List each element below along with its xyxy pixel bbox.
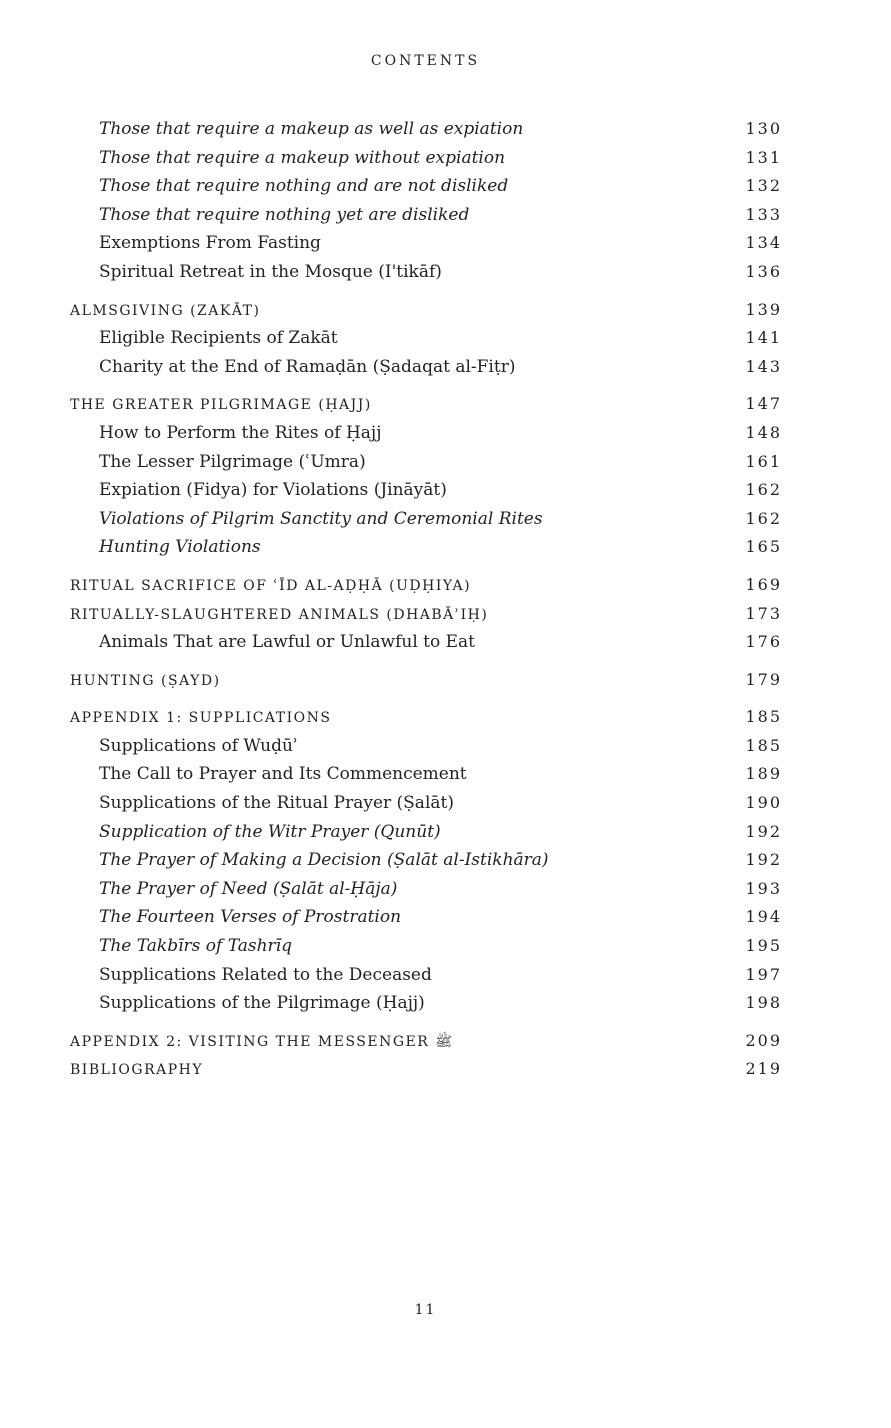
toc-entry-title: HUNTING (ṢAYD) — [70, 672, 221, 689]
toc-page-number: 198 — [745, 993, 782, 1013]
toc-section-heading — [70, 1027, 782, 1056]
table-of-contents — [70, 115, 782, 1084]
toc-page-number: 185 — [745, 735, 782, 755]
toc-entry-title: The Fourteen Verses of Prostration — [99, 907, 402, 928]
toc-entry — [70, 448, 782, 477]
toc-section-heading — [70, 390, 782, 419]
toc-entry — [70, 144, 782, 173]
toc-entry — [70, 476, 782, 505]
toc-entry — [70, 229, 782, 258]
toc-section-heading — [70, 600, 782, 629]
toc-page-number: 169 — [745, 574, 782, 594]
toc-entry-title: Those that require nothing and are not disliked — [99, 176, 509, 197]
page-number: 11 — [414, 1302, 437, 1318]
toc-entry-title: ALMSGIVING (ZAKĀT) — [70, 302, 261, 319]
toc-entry — [70, 324, 782, 353]
toc-entry — [70, 818, 782, 847]
toc-entry-title: BIBLIOGRAPHY — [70, 1062, 204, 1079]
toc-page-number: 143 — [745, 356, 782, 376]
toc-entry — [70, 760, 782, 789]
toc-entry — [70, 505, 782, 534]
toc-entry-title: Violations of Pilgrim Sanctity and Ceremonial Rites — [99, 508, 543, 529]
toc-page-number: 193 — [745, 878, 782, 898]
toc-page-number: 189 — [745, 764, 782, 784]
toc-entry-title: APPENDIX 1: SUPPLICATIONS — [70, 710, 332, 727]
toc-page-number: 209 — [745, 1030, 782, 1050]
toc-page-number: 161 — [745, 451, 782, 471]
toc-entry-title: Supplications of the Pilgrimage (Ḥajj) — [99, 993, 425, 1014]
toc-entry — [70, 533, 782, 562]
toc-entry-title: RITUALLY-SLAUGHTERED ANIMALS (DHABĀʾIḤ) — [70, 606, 489, 623]
toc-entry-title: RITUAL SACRIFICE OF ʿĪD AL-AḌḤĀ (UḌḤIYA) — [70, 577, 472, 594]
toc-page-number: 130 — [745, 119, 782, 138]
toc-entry-title: Supplications of the Ritual Prayer (Ṣalāt) — [99, 793, 454, 814]
toc-entry-title: Charity at the End of Ramaḍān (Ṣadaqat al-Fiṭr) — [99, 356, 516, 377]
toc-page-number: 179 — [745, 669, 782, 689]
toc-entry-title: The Prayer of Need (Ṣalāt al-Ḥāja) — [99, 878, 398, 899]
toc-entry-title: APPENDIX 2: VISITING THE MESSENGER ﷺ — [70, 1033, 453, 1050]
toc-page-number: 176 — [745, 632, 782, 652]
toc-entry — [70, 789, 782, 818]
toc-page-number: 141 — [745, 328, 782, 348]
toc-entry-title: The Prayer of Making a Decision (Ṣalāt al-Istikhāra) — [99, 850, 549, 871]
toc-page-number: 194 — [745, 907, 782, 927]
toc-entry — [70, 932, 782, 961]
toc-entry-title: The Lesser Pilgrimage (ʿUmra) — [99, 451, 366, 472]
toc-page-number: 219 — [745, 1059, 782, 1079]
toc-section-heading — [70, 666, 782, 695]
toc-page-number: 148 — [745, 422, 782, 442]
page-title: CONTENTS — [370, 53, 481, 69]
toc-section-heading — [70, 703, 782, 732]
toc-entry — [70, 989, 782, 1018]
toc-entry-title: Exemptions From Fasting — [99, 233, 321, 254]
toc-entry-title: THE GREATER PILGRIMAGE (ḤAJJ) — [70, 397, 372, 414]
toc-page-number: 190 — [745, 793, 782, 813]
toc-entry-title: Expiation (Fidya) for Violations (Jināyāt) — [99, 480, 447, 501]
toc-entry — [70, 115, 782, 144]
toc-page-number: 192 — [745, 850, 782, 870]
toc-page-number: 195 — [745, 936, 782, 956]
toc-entry-title: Those that require a makeup without expiation — [99, 147, 506, 168]
toc-entry — [70, 172, 782, 201]
toc-entry — [70, 201, 782, 230]
toc-entry-title: Supplication of the Witr Prayer (Qunūt) — [99, 821, 441, 842]
toc-entry-title: Hunting Violations — [99, 537, 261, 558]
toc-page-number: 162 — [745, 480, 782, 500]
toc-entry-title: The Takbīrs of Tashrīq — [99, 936, 292, 957]
toc-entry — [70, 628, 782, 657]
toc-entry-title: Spiritual Retreat in the Mosque (I'tikāf) — [99, 261, 442, 282]
toc-page-number: 192 — [745, 821, 782, 841]
toc-section-heading — [70, 571, 782, 600]
toc-page-number: 133 — [745, 204, 782, 224]
toc-entry-title: Animals That are Lawful or Unlawful to Eat — [99, 632, 476, 653]
toc-page-number: 185 — [745, 707, 782, 727]
toc-page-number: 173 — [745, 603, 782, 623]
toc-entry-title: Supplications Related to the Deceased — [99, 964, 432, 985]
toc-page-number: 162 — [745, 508, 782, 528]
toc-entry — [70, 419, 782, 448]
toc-page-number: 165 — [745, 537, 782, 557]
toc-entry — [70, 846, 782, 875]
toc-entry — [70, 875, 782, 904]
toc-entry-title: How to Perform the Rites of Ḥajj — [99, 422, 382, 443]
toc-entry-title: Supplications of Wuḍūʾ — [99, 735, 299, 756]
toc-page-number: 147 — [745, 394, 782, 414]
toc-page-number: 131 — [745, 147, 782, 167]
toc-entry — [70, 732, 782, 761]
toc-page-number: 134 — [745, 233, 782, 253]
toc-entry — [70, 961, 782, 990]
toc-entry — [70, 258, 782, 287]
toc-entry-title: The Call to Prayer and Its Commencement — [99, 764, 467, 785]
toc-entry-title: Those that require a makeup as well as expiation — [99, 119, 524, 139]
toc-section-heading — [70, 296, 782, 325]
toc-page-number: 197 — [745, 964, 782, 984]
toc-page-number: 136 — [745, 261, 782, 281]
toc-section-heading — [70, 1055, 782, 1084]
toc-entry — [70, 353, 782, 382]
toc-page-number: 132 — [745, 176, 782, 196]
toc-entry-title: Eligible Recipients of Zakāt — [99, 328, 338, 349]
toc-entry-title: Those that require nothing yet are disliked — [99, 204, 470, 225]
toc-entry — [70, 903, 782, 932]
toc-page-number: 139 — [745, 299, 782, 319]
